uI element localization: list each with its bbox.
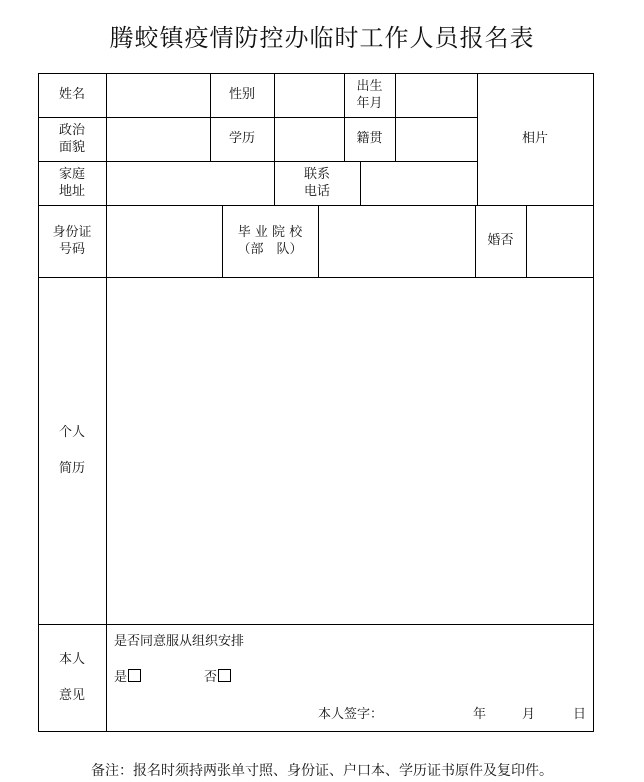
- address-label-line2: 地址: [58, 184, 85, 199]
- consent-yes-option[interactable]: [114, 669, 141, 687]
- form-title: 腾蛟镇疫情防控办临时工作人员报名表: [109, 24, 535, 52]
- school-label-line1: 毕 业 院 校: [237, 225, 303, 240]
- id-card-label: [38, 224, 106, 258]
- address-label-line1: 家庭: [58, 167, 85, 182]
- signature-label: 本人签字：: [318, 707, 384, 722]
- political-label-line2: 面貌: [58, 140, 85, 155]
- date-year-label: 年: [473, 707, 487, 722]
- consent-no-label: 否: [204, 670, 218, 685]
- consent-yes-label: 是: [114, 670, 128, 685]
- idcard-label-line1: 身份证: [52, 225, 92, 240]
- date-day-label: 日: [573, 707, 587, 722]
- home-address-label: [38, 166, 106, 200]
- birth-label-line2: 年月: [356, 96, 383, 111]
- marital-status-label: 婚否: [487, 233, 514, 248]
- birth-label: [344, 78, 395, 112]
- education-label: 学历: [228, 131, 255, 146]
- no-checkbox[interactable]: [218, 669, 231, 682]
- opinion-label-line2: 意见: [58, 688, 85, 703]
- consent-no-option[interactable]: [204, 669, 231, 687]
- footnote: 备注：报名时须持两张单寸照、身份证、户口本、学历证书原件及复印件。: [91, 763, 553, 779]
- birth-label-line1: 出生: [356, 79, 383, 94]
- date-month-label: 月: [522, 707, 536, 722]
- school-label-line2: （部 队）: [237, 242, 303, 257]
- opinion-label-line1: 本人: [58, 652, 85, 667]
- resume-label-line2: 简历: [58, 461, 85, 476]
- phone-label-line1: 联系: [303, 167, 330, 182]
- consent-question: 是否同意服从组织安排: [114, 634, 245, 649]
- gender-label: 性别: [228, 87, 255, 102]
- political-label-line1: 政治: [58, 123, 85, 138]
- native-place-label: 籍贯: [356, 131, 383, 146]
- political-status-label: [38, 122, 106, 156]
- name-label: 姓名: [58, 87, 85, 102]
- yes-checkbox[interactable]: [128, 669, 141, 682]
- phone-label: [274, 166, 360, 200]
- phone-label-line2: 电话: [303, 184, 330, 199]
- resume-label-line1: 个人: [58, 425, 85, 440]
- graduated-school-label: [222, 224, 318, 258]
- photo-label: 相片: [521, 131, 548, 146]
- idcard-label-line2: 号码: [58, 242, 85, 257]
